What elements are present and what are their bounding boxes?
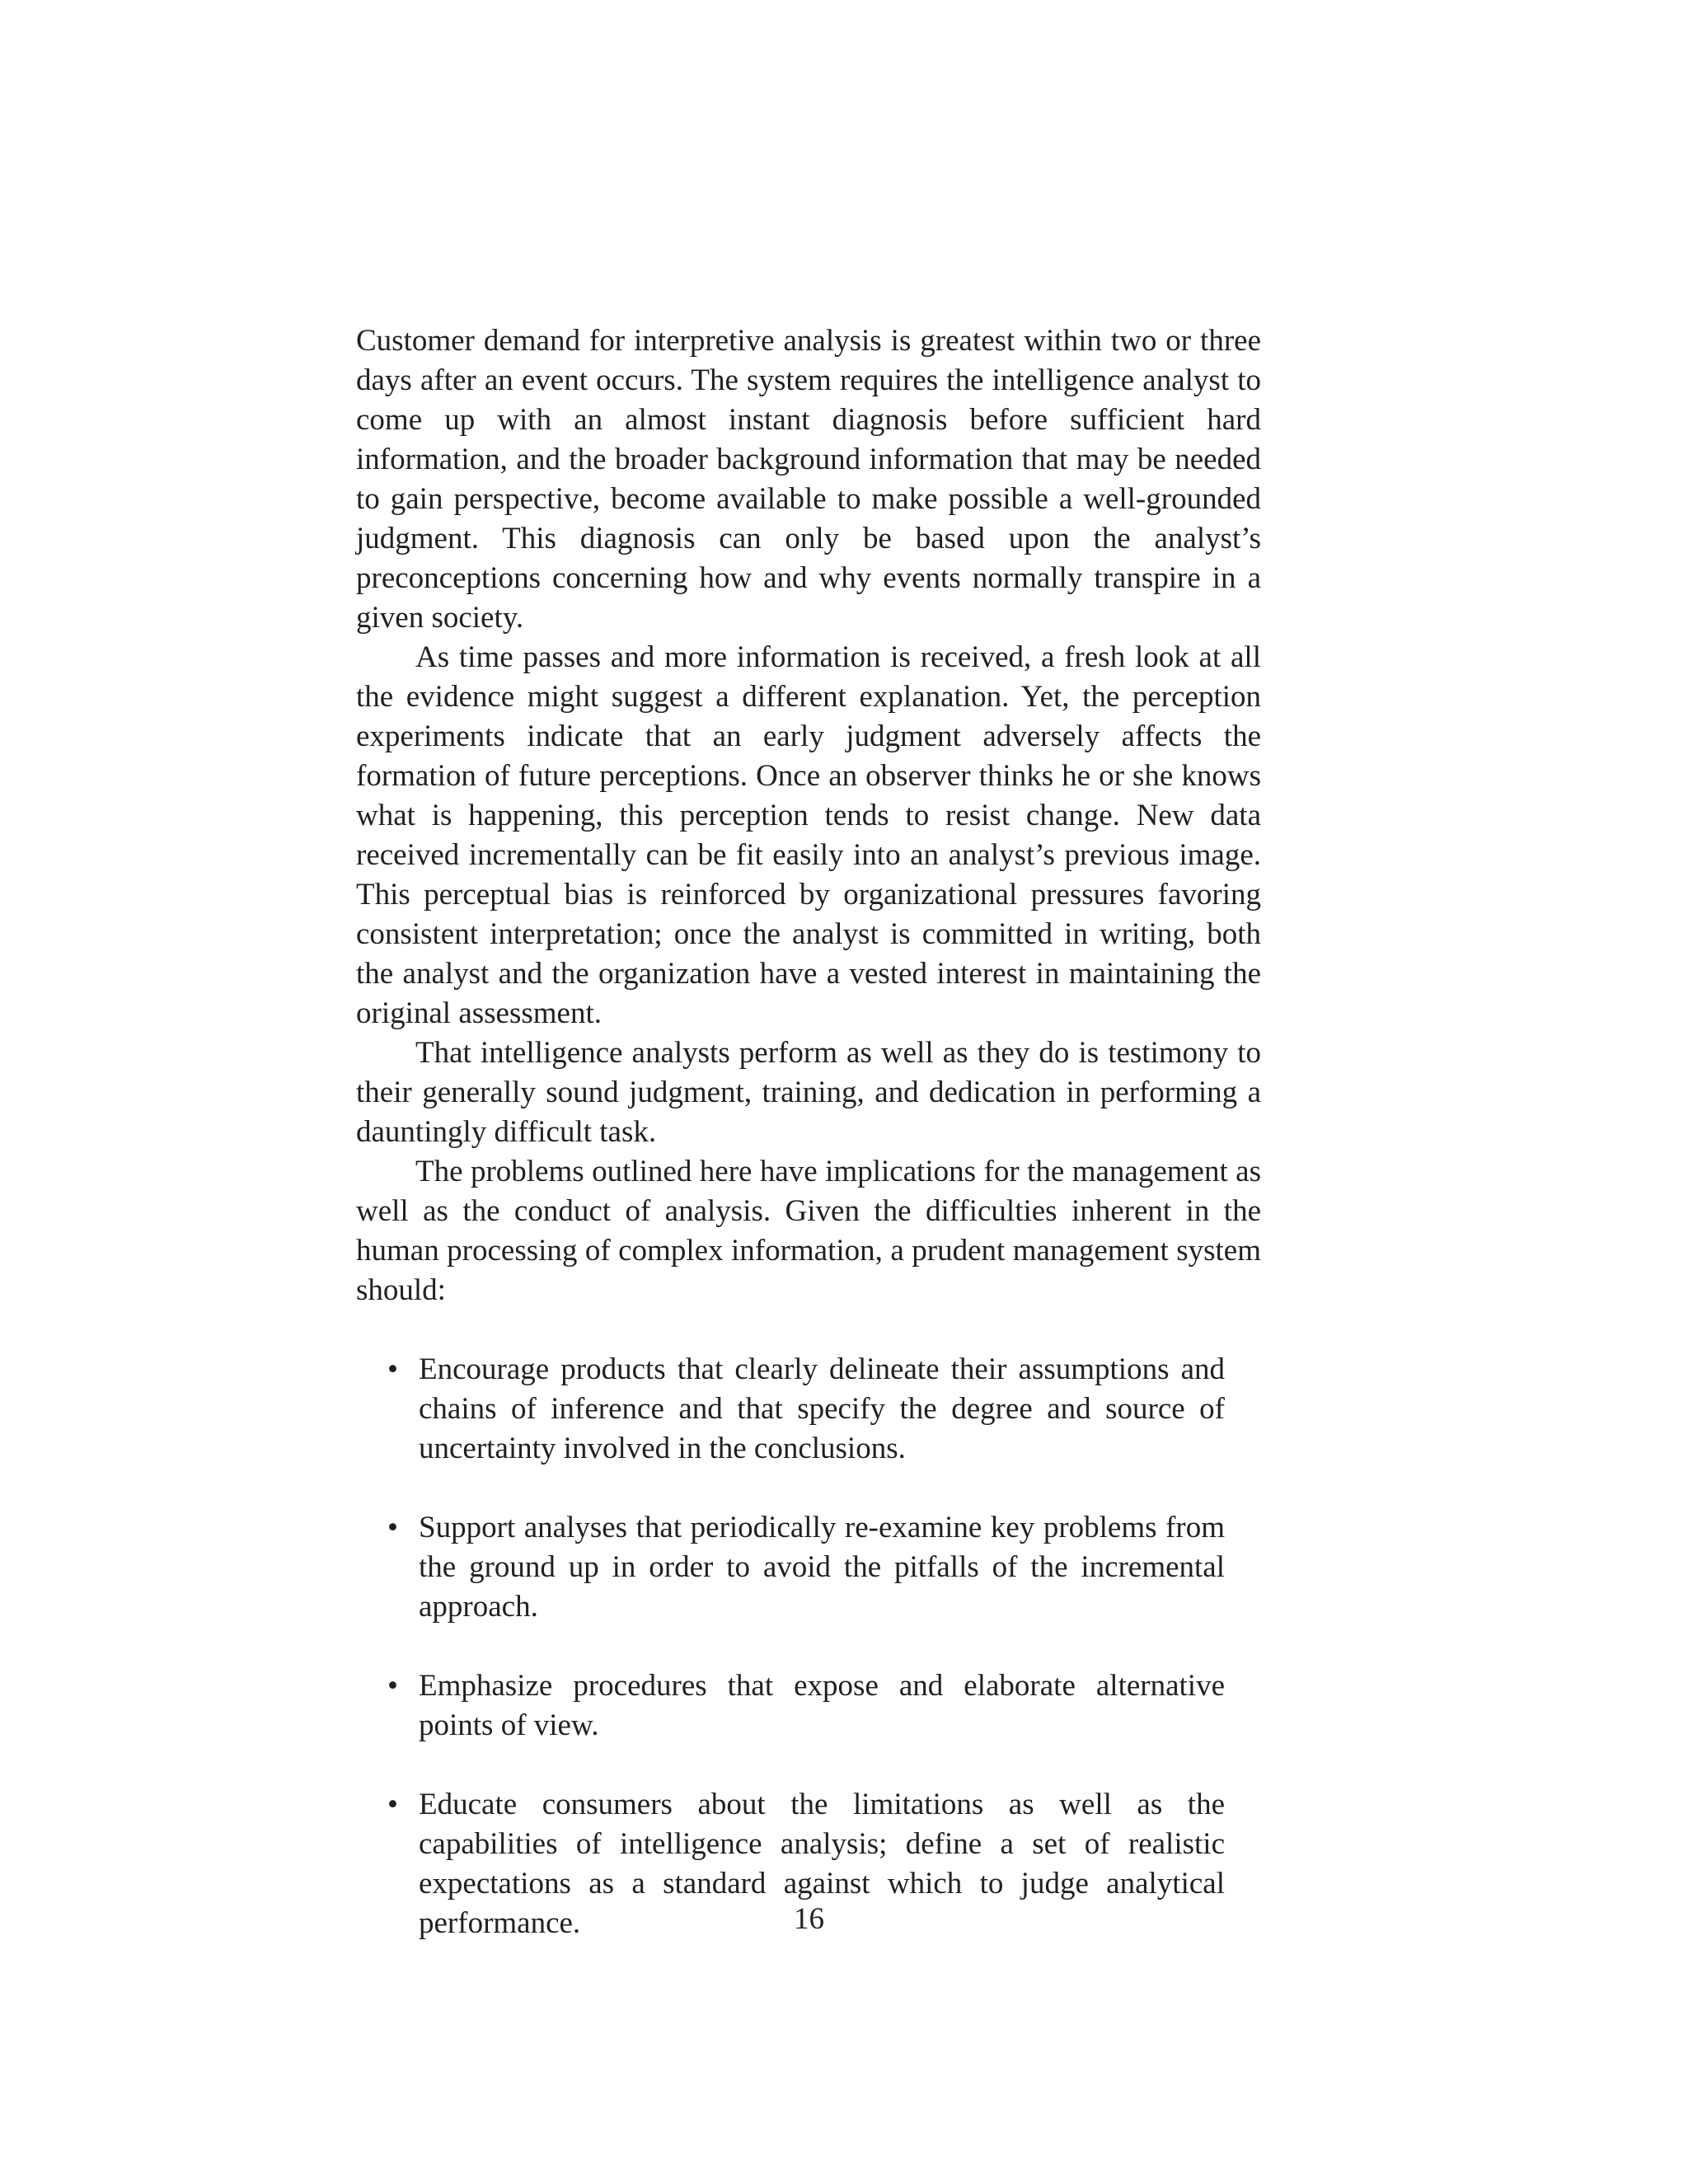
bullet-icon: •	[387, 1511, 398, 1544]
list-item-text: Emphasize procedures that expose and elaborate alternative points of view.	[419, 1669, 1225, 1742]
body-text	[356, 321, 1261, 1943]
paragraph-time-passes: As time passes and more information is received, a fresh look at all the evidence might suggest a different explanation. Yet, the perception experiments indicate that an early judgment adversely affects the formation of future perceptions. Once an observer thinks he or she knows what is happening, this perception tends to resist change. New data received incrementally can be fit easily into an analyst’s previous image. This perceptual bias is reinforced by organizational pressures favoring consistent interpretation; once the analyst is committed in writing, both the analyst and the organization have a vested interest in maintaining the original assessment.	[356, 640, 1261, 1030]
list-item-text: Support analyses that periodically re-examine key problems from the ground up in order to avoid the pitfalls of the incremental approach.	[419, 1511, 1225, 1624]
bullet-icon: •	[387, 1352, 398, 1386]
list-item	[356, 1666, 1225, 1746]
paragraph-analysts-perform: That intelligence analysts perform as well as they do is testimony to their generally sound judgment, training, and dedication in performing a dauntingly difficult task.	[356, 1036, 1261, 1149]
bullet-icon: •	[387, 1788, 398, 1821]
paragraph-problems-outlined: The problems outlined here have implications for the management as well as the conduct of analysis. Given the difficulties inherent in the human processing of complex information, a prudent management system should:	[356, 1155, 1261, 1307]
list-item-text: Educate consumers about the limitations as well as the capabilities of intelligence analysis; define a set of realistic expectations as a standard against which to judge analytical performance.	[419, 1788, 1225, 1940]
bullet-icon: •	[387, 1669, 398, 1703]
recommendation-list	[356, 1350, 1225, 1943]
list-item	[356, 1508, 1225, 1627]
paragraph-customer-demand: Customer demand for interpretive analysis is greatest within two or three days after an event occurs. The system requires the intelligence analyst to come up with an almost instant diagnosis before sufficient hard information, and the broader background information that may be needed to gain perspective, become available to make possible a well-grounded judgment. This diagnosis can only be based upon the analyst’s preconceptions concerning how and why events normally transpire in a given society.	[356, 324, 1261, 635]
list-item-text: Encourage products that clearly delineate their assumptions and chains of inference and that specify the degree and source of uncertainty involved in the conclusions.	[419, 1352, 1225, 1465]
page-number: 16	[794, 1902, 824, 1936]
list-item	[356, 1350, 1225, 1469]
